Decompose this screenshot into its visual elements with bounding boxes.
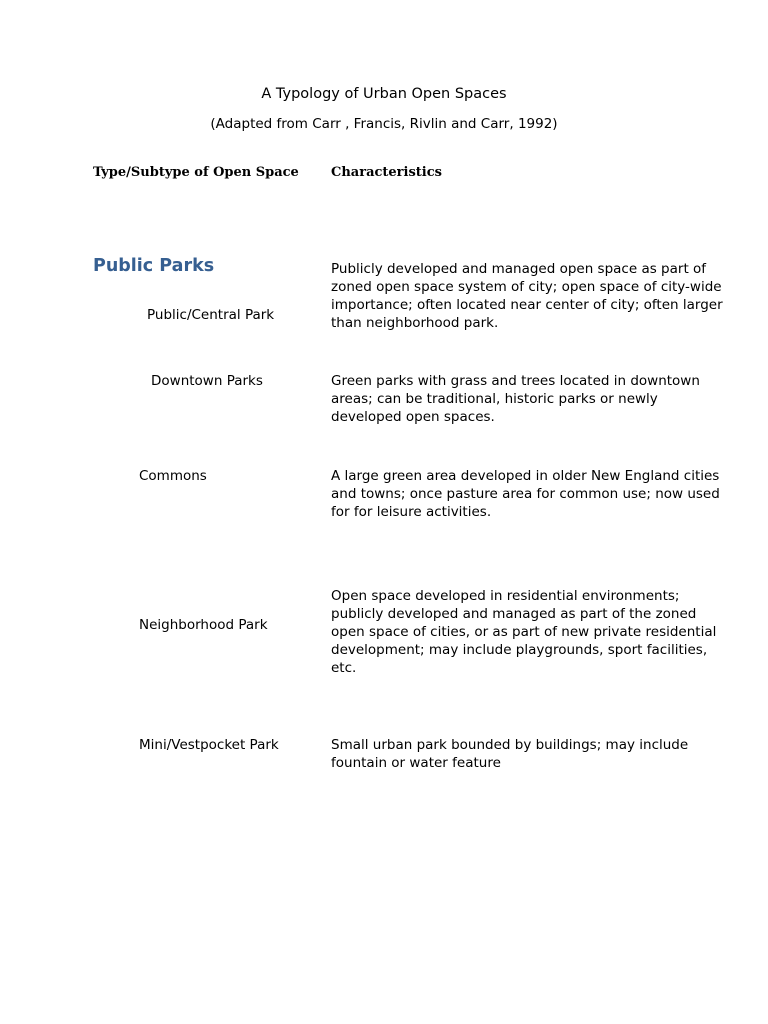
characteristics-public-central-park: Publicly developed and managed open space as part of zoned open space system of city; open space of city-wide importance; often located near center of city; often larger than neighborhood park. [331, 261, 723, 331]
type-public-central-park: Public/Central Park [147, 307, 275, 323]
type-neighborhood-park: Neighborhood Park [139, 617, 268, 633]
characteristics-commons: A large green area developed in older New England cities and towns; once pasture area for common use; now used for for leisure activities. [331, 468, 720, 520]
characteristics-downtown-parks: Green parks with grass and trees located in downtown areas; can be traditional, historic parks or newly developed open spaces. [331, 373, 700, 425]
column-header-type: Type/Subtype of Open Space [93, 165, 299, 180]
document-subtitle: (Adapted from Carr , Francis, Rivlin and Carr, 1992) [210, 116, 558, 132]
characteristics-mini-vestpocket-park: Small urban park bounded by buildings; may include fountain or water feature [331, 737, 689, 771]
type-downtown-parks: Downtown Parks [151, 373, 263, 389]
type-mini-vestpocket-park: Mini/Vestpocket Park [139, 737, 279, 753]
document-title: A Typology of Urban Open Spaces [261, 86, 507, 102]
column-header-characteristics: Characteristics [331, 165, 442, 180]
section-heading-public-parks: Public Parks [93, 256, 215, 276]
characteristics-neighborhood-park: Open space developed in residential environments; publicly developed and managed as part of the zoned open space of cities, or as part of new private residential development; may include playgrounds, sport facilities, etc. [331, 588, 717, 676]
type-commons: Commons [139, 468, 207, 484]
